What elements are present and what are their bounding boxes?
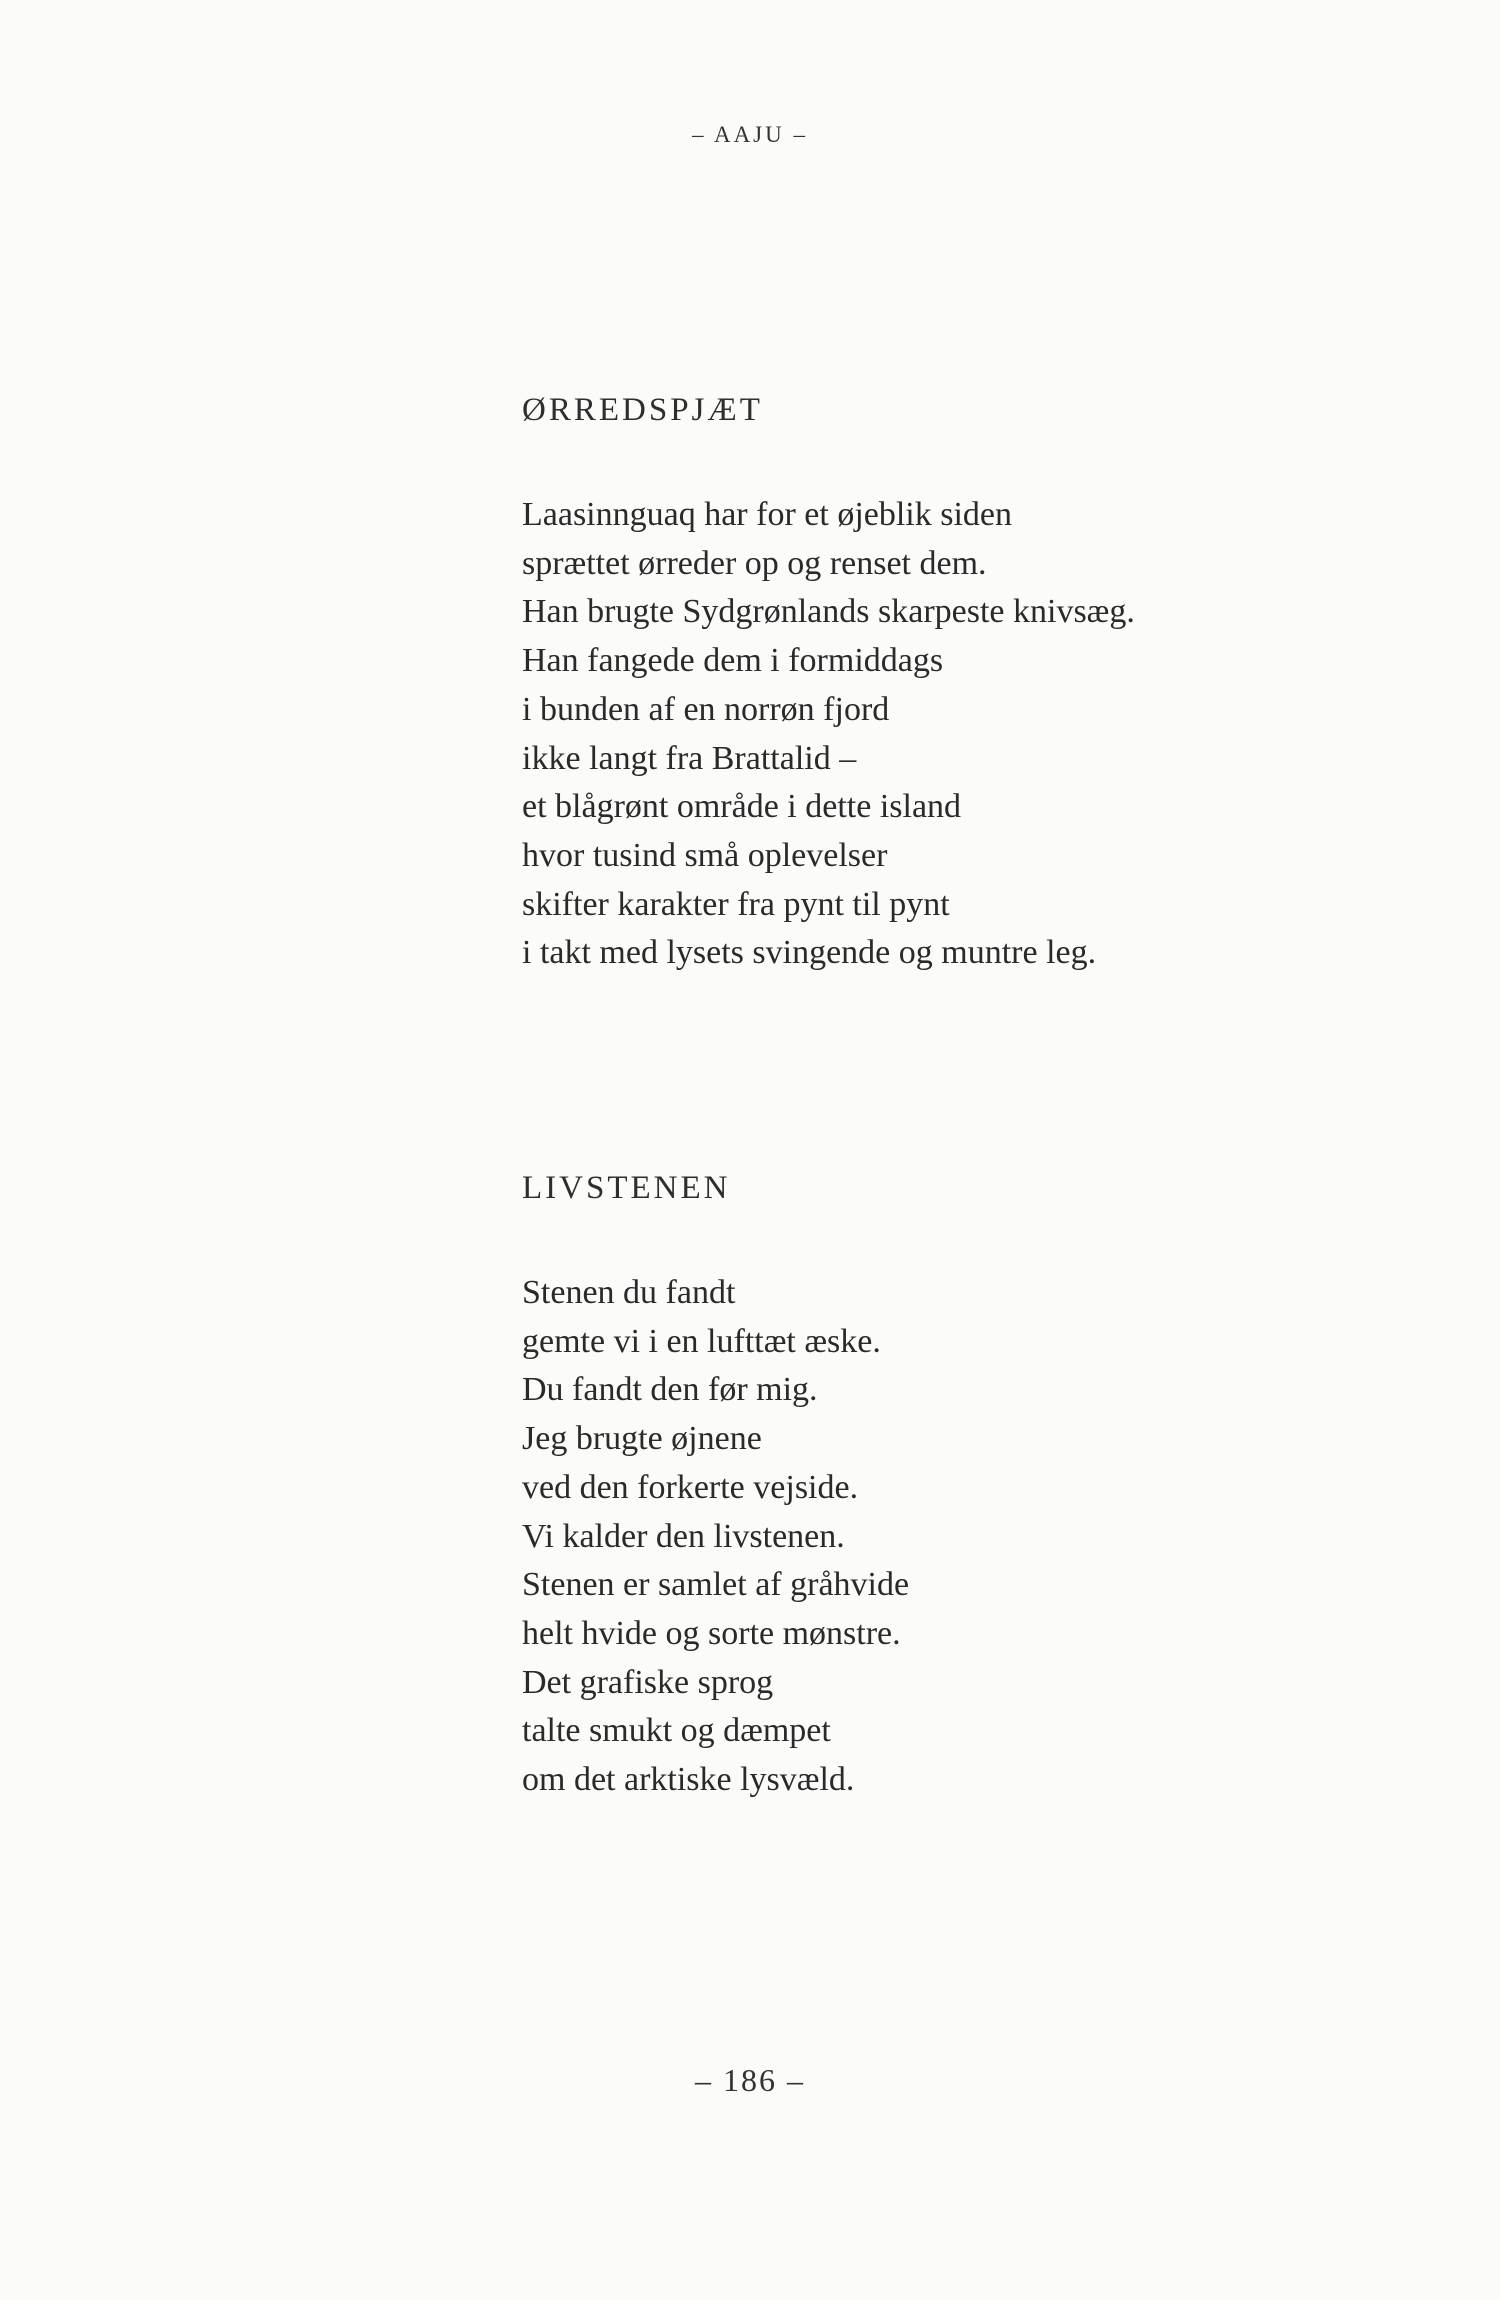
page-number: – 186 – bbox=[695, 2062, 805, 2098]
poem-line: Stenen du fandt bbox=[522, 1274, 736, 1311]
poem-line: et blågrønt område i dette island bbox=[522, 788, 962, 826]
poem-line: ved den forkerte vejside. bbox=[522, 1468, 859, 1506]
poem-line: om det arktiske lysvæld. bbox=[522, 1761, 855, 1799]
poem-line: Han fangede dem i formiddags bbox=[522, 642, 944, 680]
poem-title: ØRREDSPJÆT bbox=[522, 392, 763, 428]
poem-line: Stenen er samlet af gråhvide bbox=[522, 1566, 910, 1604]
poem-orredspjaet bbox=[522, 392, 1342, 978]
poem-line: Det grafiske sprog bbox=[522, 1663, 774, 1701]
running-head: – AAJU – bbox=[691, 122, 808, 147]
poem-lines bbox=[522, 1269, 1342, 1805]
poem-line: i takt med lysets svingende og muntre leg. bbox=[522, 934, 1097, 972]
poem-line: Du fandt den før mig. bbox=[522, 1371, 818, 1409]
poem-line: skifter karakter fra pynt til pynt bbox=[522, 885, 950, 923]
poem-line: sprættet ørreder op og renset dem. bbox=[522, 544, 987, 582]
poem-lines bbox=[522, 491, 1342, 978]
poem-line: hvor tusind små oplevelser bbox=[522, 836, 888, 874]
poem-line: Vi kalder den livstenen. bbox=[522, 1517, 845, 1555]
poem-title: LIVSTENEN bbox=[522, 1170, 731, 1206]
poem-livstenen bbox=[522, 1170, 1342, 1805]
poem-line: Han brugte Sydgrønlands skarpeste knivsæg. bbox=[522, 593, 1135, 631]
poem-line: gemte vi i en lufttæt æske. bbox=[522, 1322, 881, 1360]
poem-line: Jeg brugte øjnene bbox=[522, 1420, 762, 1458]
poem-line: ikke langt fra Brattalid – bbox=[522, 739, 857, 777]
poem-line: helt hvide og sorte mønstre. bbox=[522, 1614, 901, 1652]
poem-line: Laasinnguaq har for et øjeblik siden bbox=[522, 496, 1013, 533]
poem-line: i bunden af en norrøn fjord bbox=[522, 690, 890, 728]
poem-line: talte smukt og dæmpet bbox=[522, 1712, 831, 1750]
